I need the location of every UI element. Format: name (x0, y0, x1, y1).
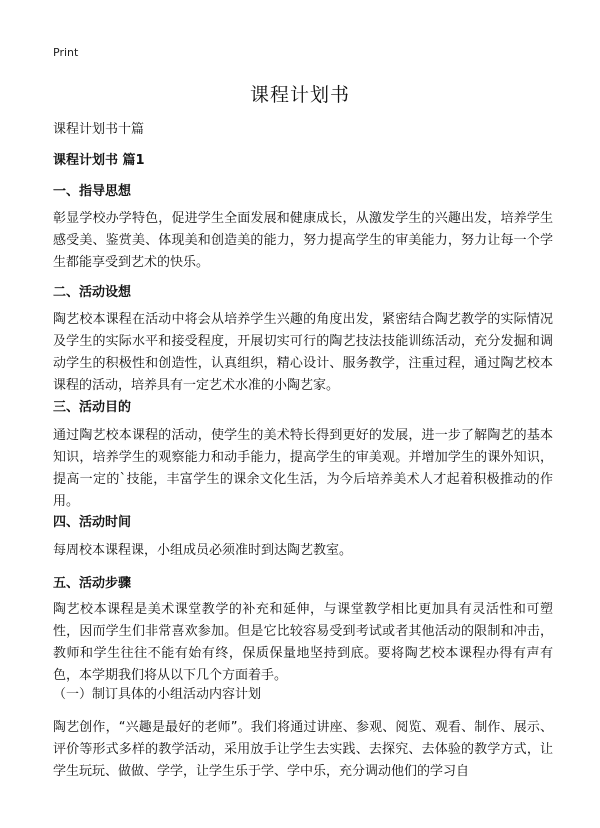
section-heading-activity-steps: 五、活动步骤 (53, 576, 132, 591)
section-paragraph-activity-purpose: 通过陶艺校本课程的活动，使学生的美术特长得到更好的发展，进一步了解陶艺的基本知识，培养学生的观察能力和动手能力，提高学生的审美观。并增加学生的课外知识，提高一定的`技能，丰富学生的课余文化生活，为今后培养美术人才起着积极推动的作用。 (53, 428, 553, 509)
article-title: 课程计划书 篇1 (53, 153, 145, 168)
final-paragraph: 陶艺创作，“兴趣是最好的老师”。我们将通过讲座、参观、阅览、观看、制作、展示、评价等形式多样的教学活动，采用放手让学生去实践、去探究、去体验的教学方式，让学生玩玩、做做、学学，让学生乐于学、学中乐，充分调动他们的学习自 (53, 720, 553, 779)
section-heading-guiding-ideology: 一、指导思想 (53, 184, 132, 199)
page-title: 课程计划书 (249, 84, 350, 106)
subsection-heading: （一）制订具体的小组活动内容计划 (53, 687, 262, 702)
section-paragraph-activity-concept: 陶艺校本课程在活动中将会从培养学生兴趣的角度出发，紧密结合陶艺教学的实际情况及学生的实际水平和接受程度，开展切实可行的陶艺技法技能训练活动，充分发掘和调动学生的积极性和创造性，认真组织，精心设计、服务教学，注重过程，通过陶艺校本课程的活动，培养具有一定艺术水准的小陶艺家。 (53, 312, 553, 393)
section-paragraph-activity-steps: 陶艺校本课程是美术课堂教学的补充和延伸，与课堂教学相比更加具有灵活性和可塑性，因而学生们非常喜欢参加。但是它比较容易受到考试或者其他活动的限制和冲击，教师和学生往往不能有始有终，保质保量地坚持到底。要将陶艺校本课程办得有声有色，本学期我们将从以下几个方面着手。 (53, 602, 553, 683)
section-heading-activity-time: 四、活动时间 (53, 515, 132, 530)
section-heading-activity-concept: 二、活动设想 (53, 285, 132, 300)
section-heading-activity-purpose: 三、活动目的 (53, 400, 132, 415)
print-label: Print (53, 46, 79, 59)
document-subtitle: 课程计划书十篇 (53, 122, 145, 137)
section-paragraph-guiding-ideology: 彰显学校办学特色，促进学生全面发展和健康成长，从激发学生的兴趣出发，培养学生感受美、鉴赏美、体现美和创造美的能力，努力提高学生的审美能力，努力让每一个学生都能享受到艺术的快乐。 (53, 211, 553, 270)
section-paragraph-activity-time: 每周校本课程课，小组成员必须准时到达陶艺教室。 (53, 543, 353, 558)
